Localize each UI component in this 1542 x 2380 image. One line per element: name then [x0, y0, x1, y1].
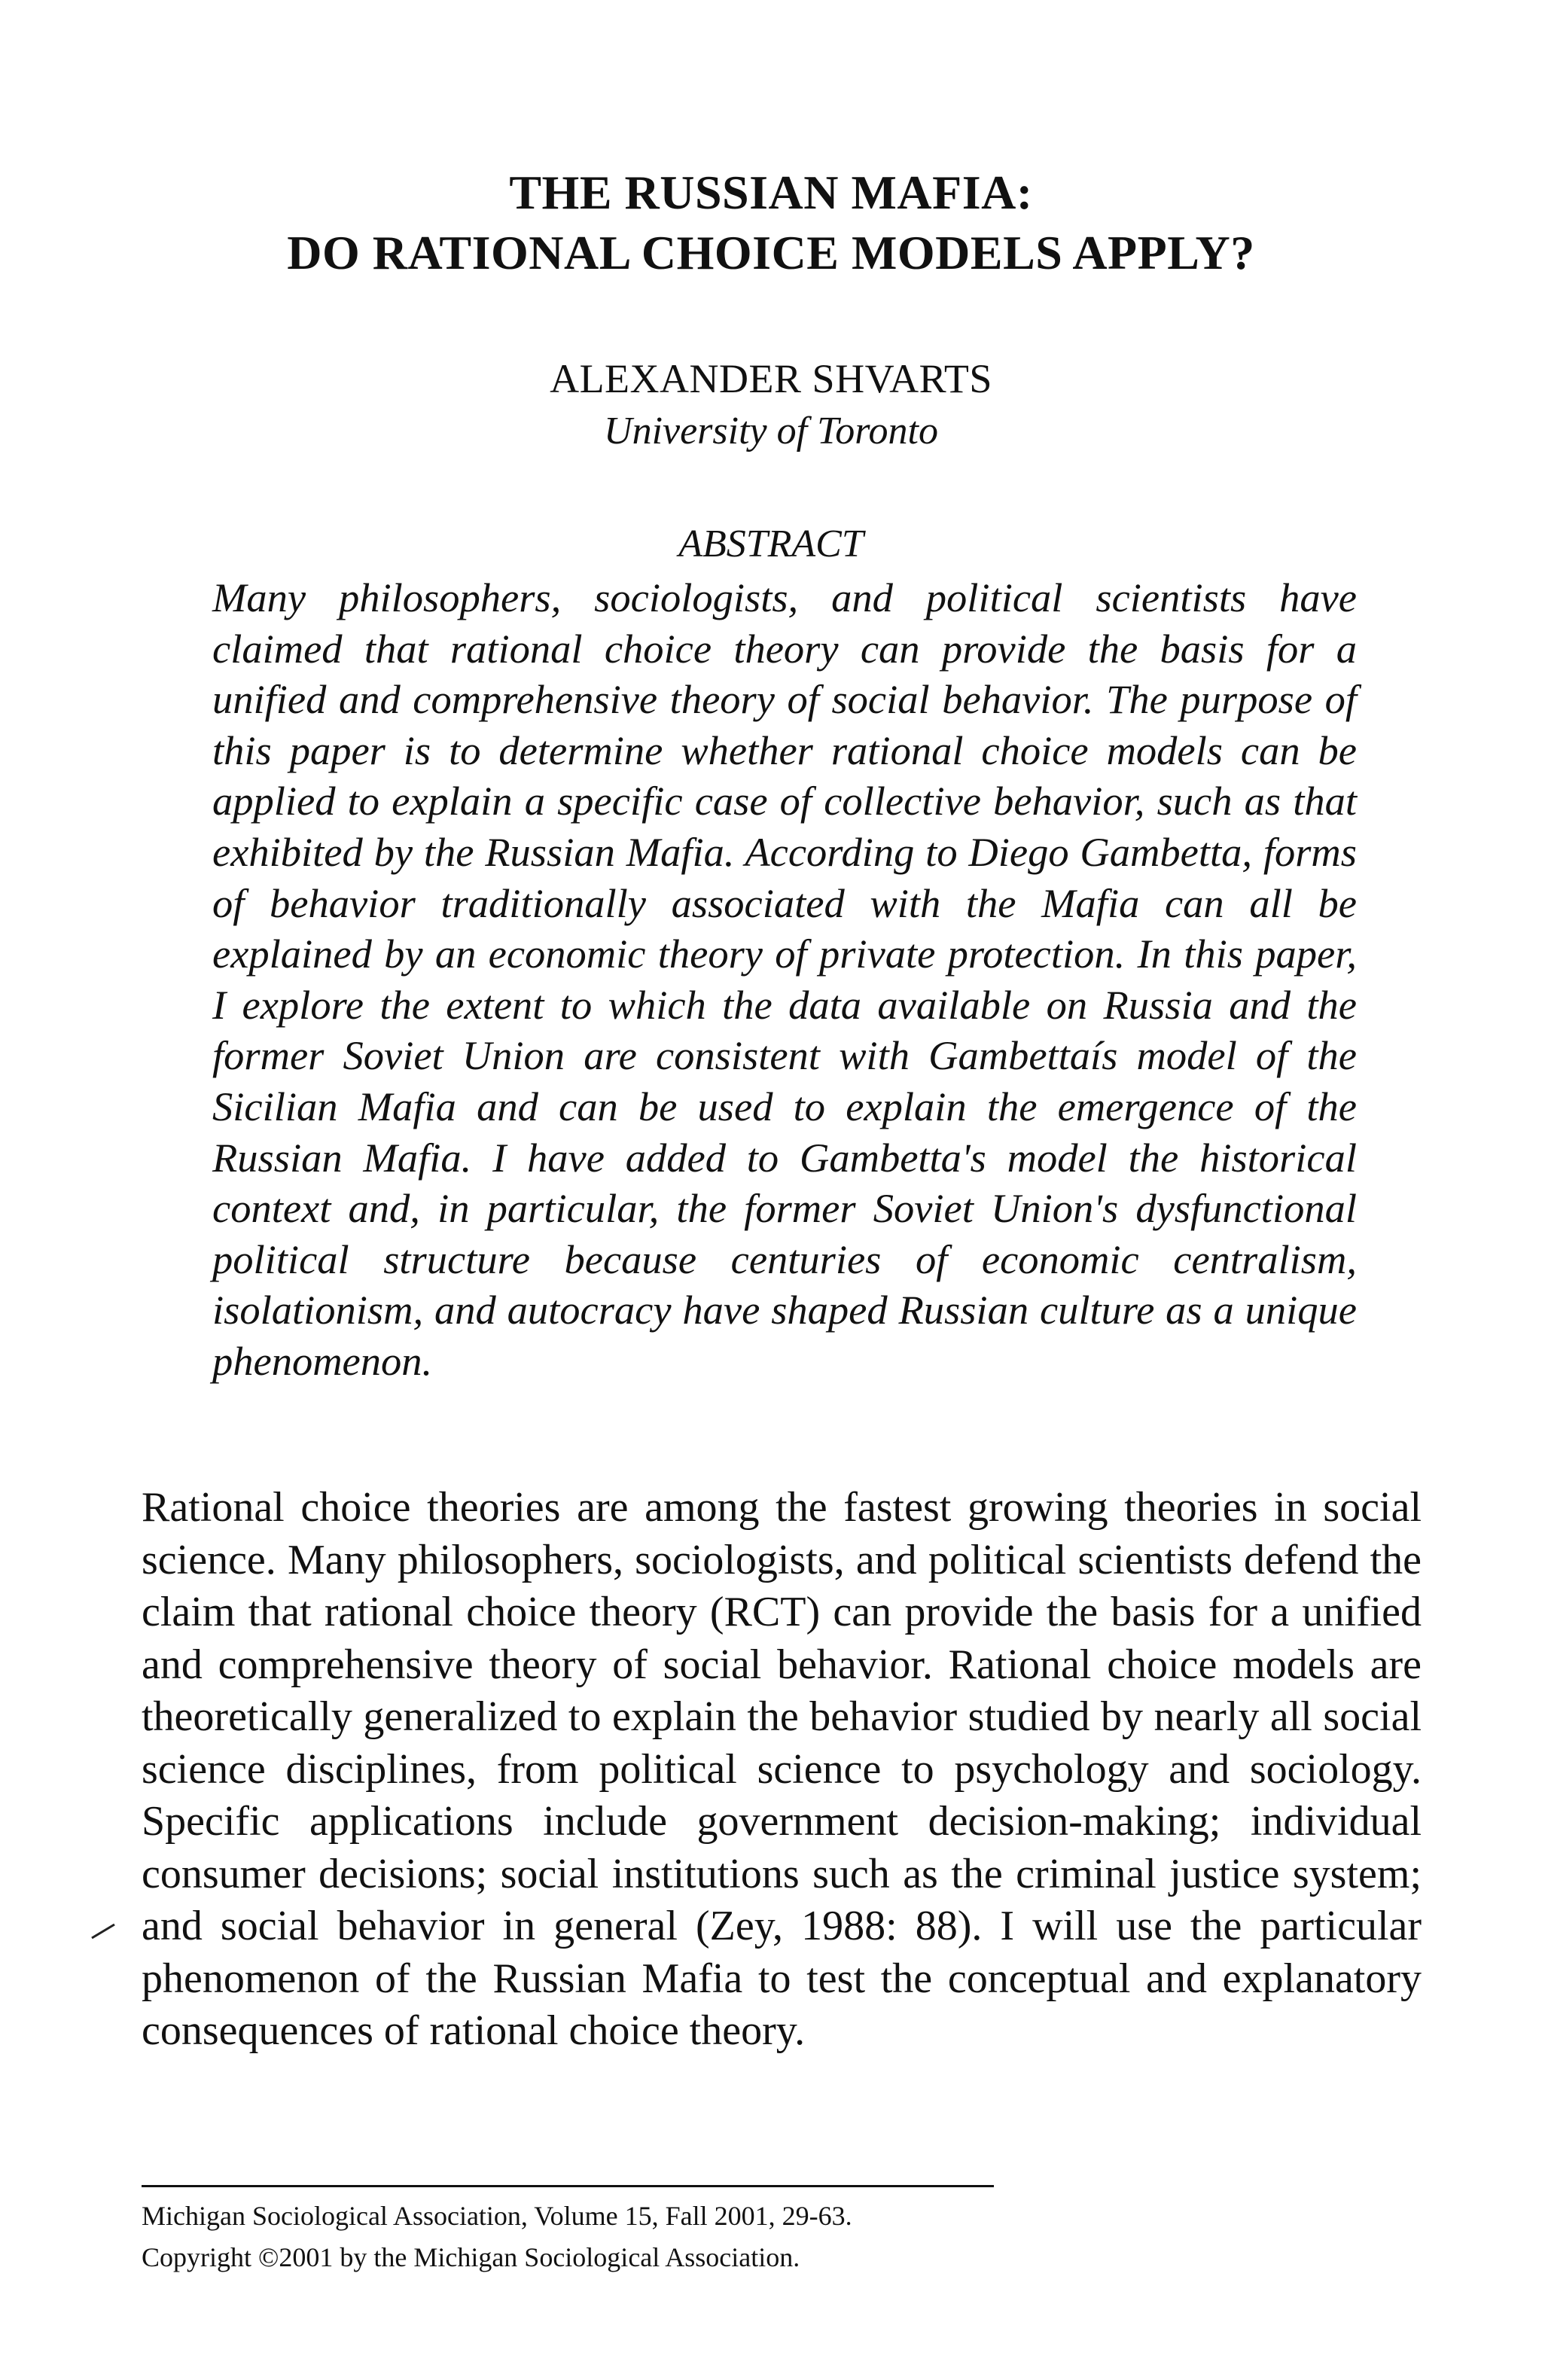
- footnote-citation: Michigan Sociological Association, Volume 15, Fall 2001, 29-63.: [142, 2201, 852, 2231]
- footnote-copyright: Copyright ©2001 by the Michigan Sociological Association.: [142, 2242, 800, 2272]
- abstract-text: Many philosophers, sociologists, and political scientists have claimed that rational choice theory can provide the basis for a unified and comprehensive theory of social behavior. The purpose of this paper is to determine whether rational choice models can be applied to explain a specific case of collective behavior, such as that exhibited by the Russian Mafia. According to Diego Gambetta, forms of behavior traditionally associated with the Mafia can all be explained by an economic theory of private protection. In this paper, I explore the extent to which the data available on Russia and the former Soviet Union are consistent with Gambettaís model of the Sicilian Mafia and can be used to explain the emergence of the Russian Mafia. I have added to Gambetta's model the historical context and, in particular, the former Soviet Union's dysfunctional political structure because centuries of economic centralism, isolationism, and autocracy have shaped Russian culture as a unique phenomenon.: [212, 574, 1357, 1384]
- author-name: ALEXANDER SHVARTS: [550, 356, 992, 401]
- abstract-heading: ABSTRACT: [678, 523, 864, 565]
- article-title: [0, 163, 1542, 283]
- author-affiliation: University of Toronto: [604, 410, 938, 453]
- title-line-1: THE RUSSIAN MAFIA:: [509, 166, 1033, 219]
- title-line-2: DO RATIONAL CHOICE MODELS APPLY?: [287, 226, 1255, 279]
- body-paragraph: Rational choice theories are among the fastest growing theories in social science. Many philosophers, sociologists, and political scientists defend the claim that rational choice theory (RCT) can provide the basis for a unified and comprehensive theory of social behavior. Rational choice models are theoretically generalized to explain the behavior studied by nearly all social science disciplines, from political science to psychology and sociology. Specific applications include government decision-making; individual consumer decisions; social institutions such as the criminal justice system; and social behavior in general (Zey, 1988: 88). I will use the particular phenomenon of the Russian Mafia to test the conceptual and explanatory consequences of rational choice theory.: [142, 1484, 1422, 2054]
- margin-pen-mark: [89, 1920, 119, 1943]
- footnote-rule: [142, 2185, 994, 2187]
